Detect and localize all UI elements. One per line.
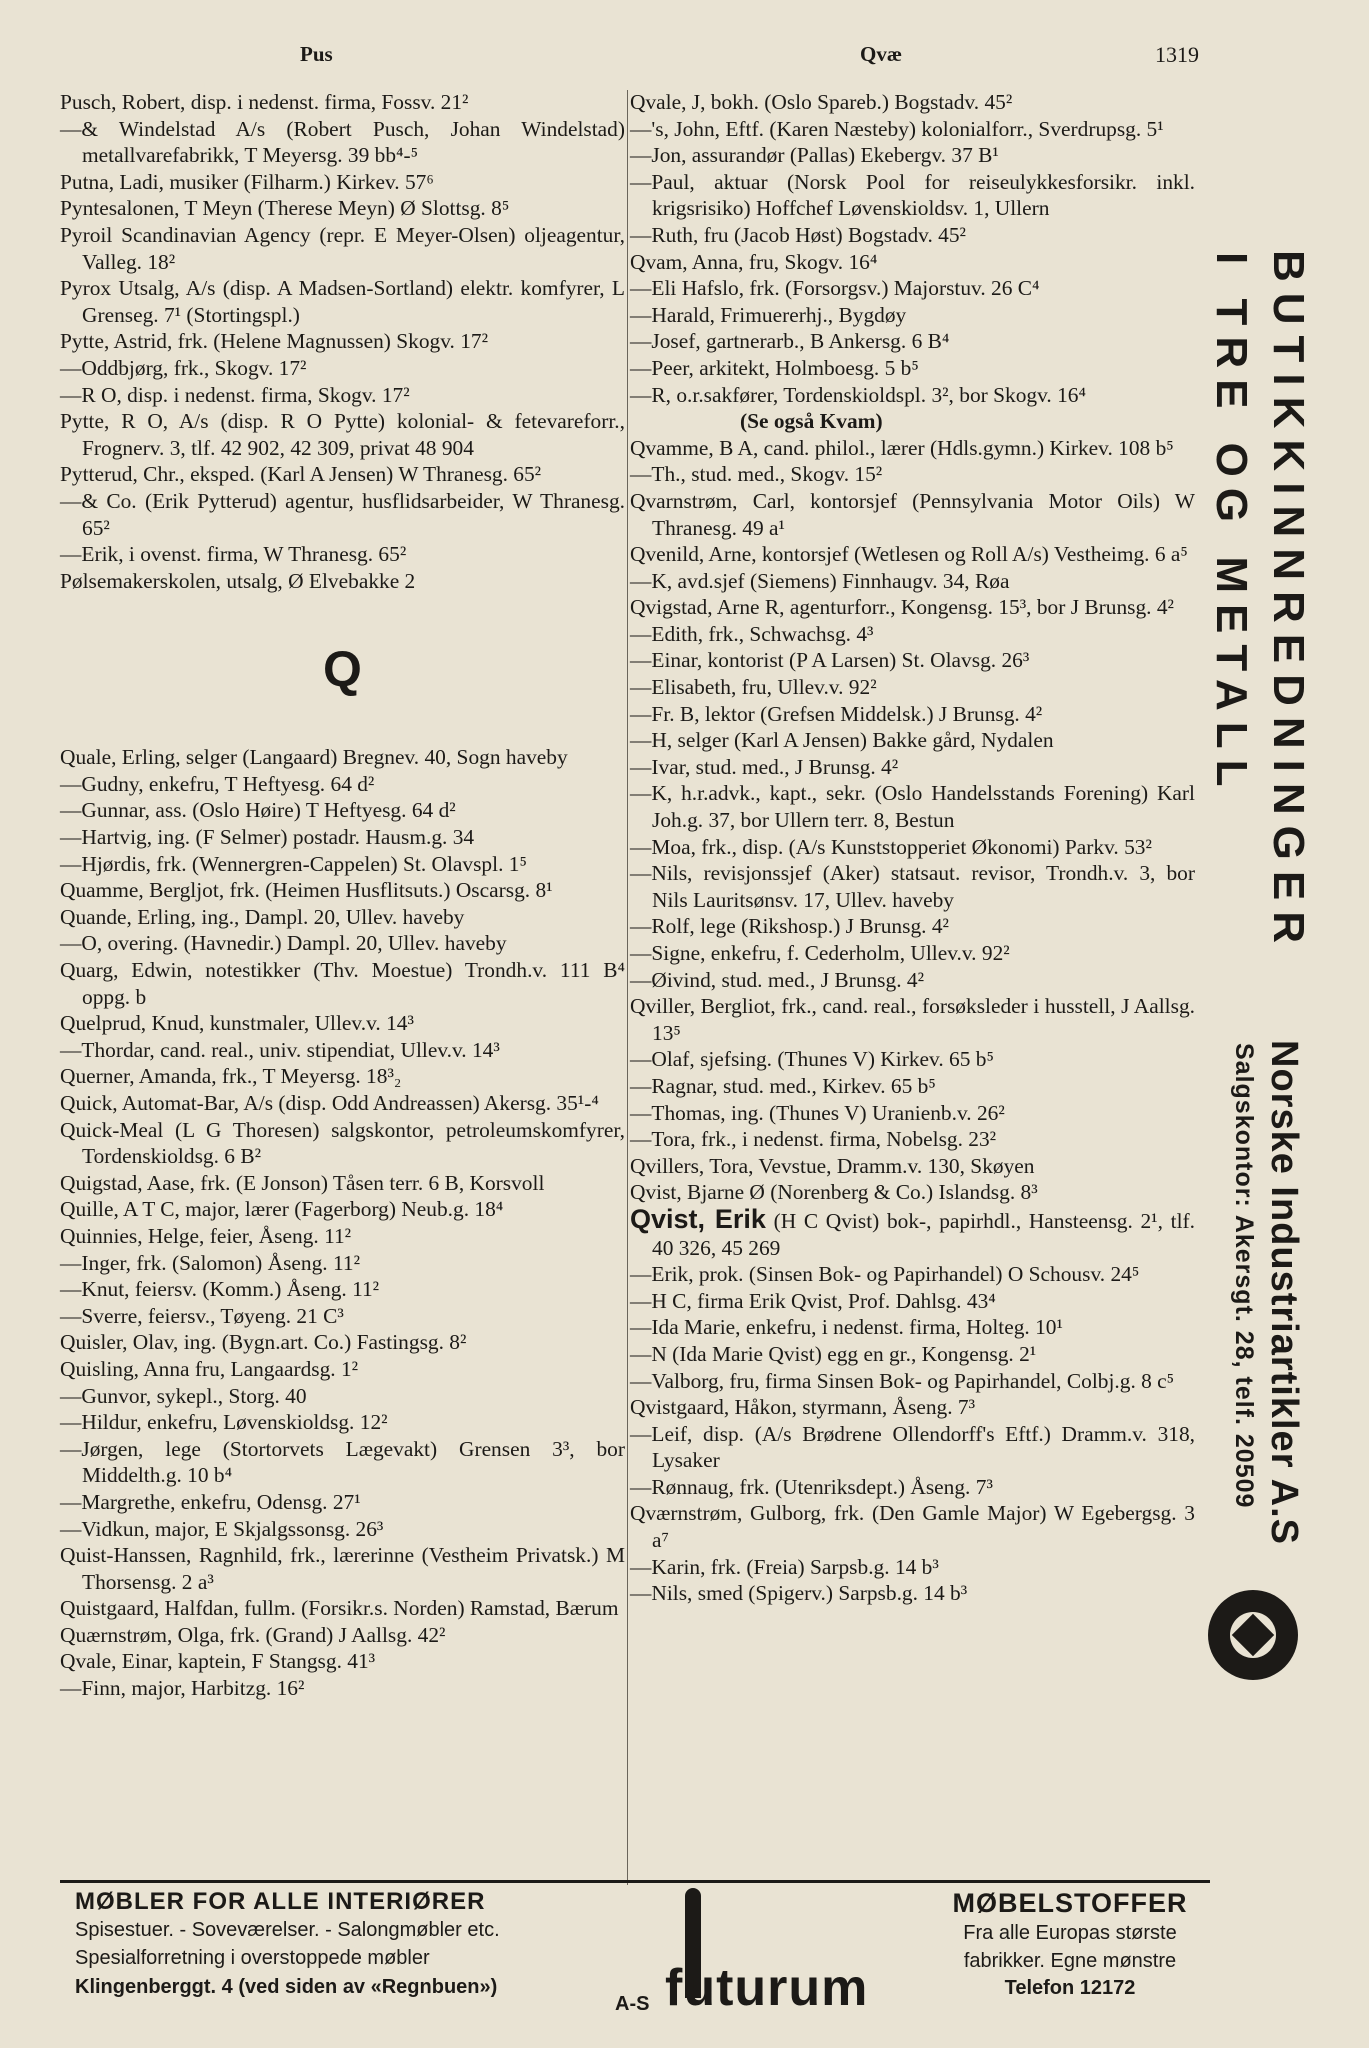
entries-q <box>60 744 625 1701</box>
directory-entry: —Margrethe, enkefru, Odensg. 27¹ <box>60 1489 361 1514</box>
header-left-keyword: Pus <box>300 42 333 66</box>
directory-entry: Quigstad, Aase, frk. (E Jonson) Tåsen terr. 6 B, Korsvoll <box>60 1170 545 1195</box>
directory-entry: —R O, disp. i nedenst. firma, Skogv. 17² <box>60 382 410 407</box>
directory-entry: Quisler, Olav, ing. (Bygn.art. Co.) Fastingsg. 8² <box>60 1330 467 1355</box>
page-number: 1319 <box>1155 42 1199 67</box>
bottom-advertisements <box>60 1888 1210 2043</box>
directory-entry: Qvamme, B A, cand. philol., lærer (Hdls.gymn.) Kirkev. 108 b⁵ <box>630 435 1174 460</box>
directory-entry: —Th., stud. med., Skogv. 15² <box>630 462 883 487</box>
directory-entry: —Gunnar, ass. (Oslo Høire) T Heftyesg. 64 d² <box>60 798 456 823</box>
directory-entry: Pyroil Scandinavian Agency (repr. E Meyer-Olsen) oljeagentur, Valleg. 18² <box>60 222 625 274</box>
directory-entry: —Josef, gartnerarb., B Ankersg. 6 B⁴ <box>630 329 950 354</box>
directory-entry: Quistgaard, Halfdan, fullm. (Forsikr.s. Norden) Ramstad, Bærum <box>60 1596 619 1621</box>
company-logo-icon <box>1208 1590 1298 1680</box>
directory-entry: —Ivar, stud. med., J Brunsg. 4² <box>630 754 899 779</box>
column-divider <box>627 90 628 1885</box>
directory-entry: —Sverre, feiersv., Tøyeng. 21 C³ <box>60 1303 344 1328</box>
directory-entry: Quinnies, Helge, feier, Åseng. 11² <box>60 1223 352 1248</box>
futurum-name: futurum <box>665 1959 869 2017</box>
directory-entry: —Elisabeth, fru, Ullev.v. 92² <box>630 675 877 700</box>
directory-entry: —H, selger (Karl A Jensen) Bakke gård, Nydalen <box>630 728 1054 753</box>
directory-entry: —Gudny, enkefru, T Heftyesg. 64 d² <box>60 771 375 796</box>
directory-entry: —Nils, smed (Spigerv.) Sarpsb.g. 14 b³ <box>630 1581 968 1606</box>
directory-entry: Quamme, Bergljot, frk. (Heimen Husflitsuts.) Oscarsg. 8¹ <box>60 878 553 903</box>
directory-entry: —Ida Marie, enkefru, i nedenst. firma, Holteg. 10¹ <box>630 1315 1063 1340</box>
directory-entry: —Karin, frk. (Freia) Sarpsb.g. 14 b³ <box>630 1554 939 1579</box>
furniture-ad-line: Spesialforretning i overstoppede møbler <box>75 1947 430 1969</box>
directory-entry: —Einar, kontorist (P A Larsen) St. Olavsg. 26³ <box>630 648 1030 673</box>
directory-entry: Qvale, J, bokh. (Oslo Spareb.) Bogstadv. 45² <box>630 90 1013 114</box>
directory-entry: Qvale, Einar, kaptein, F Stangsg. 41³ <box>60 1649 376 1674</box>
page-header <box>0 42 1369 82</box>
directory-entry: —Harald, Frimuererhj., Bygdøy <box>630 302 907 327</box>
directory-entry: Pyntesalonen, T Meyn (Therese Meyn) Ø Slottsg. 8⁵ <box>60 196 510 221</box>
directory-entry: —Edith, frk., Schwachsg. 4³ <box>630 621 874 646</box>
directory-entry: Qvam, Anna, fru, Skogv. 16⁴ <box>630 249 878 274</box>
directory-entry: Quelprud, Knud, kunstmaler, Ullev.v. 14³ <box>60 1011 414 1036</box>
directory-entry: Qvigstad, Arne R, agenturforr., Kongensg. 15³, bor J Brunsg. 4² <box>630 595 1174 620</box>
directory-entry: Qværnstrøm, Gulborg, frk. (Den Gamle Major) W Egebergsg. 3 a⁷ <box>630 1501 1195 1553</box>
directory-entry: —Inger, frk. (Salomon) Åseng. 11² <box>60 1250 361 1275</box>
directory-entry: —K, avd.sjef (Siemens) Finnhaugv. 34, Røa <box>630 568 1010 593</box>
directory-entry: —Thordar, cand. real., univ. stipendiat, Ullev.v. 14³ <box>60 1037 500 1062</box>
directory-entry: —Hildur, enkefru, Løvenskioldsg. 12² <box>60 1410 388 1435</box>
furniture-ad <box>75 1888 635 1999</box>
directory-entry: —& Co. (Erik Pytterud) agentur, husflidsarbeider, W Thranesg. 65² <box>60 488 625 540</box>
directory-entry: Pytte, R O, A/s (disp. R O Pytte) kolonial- & fetevareforr., Frognerv. 3, tlf. 42 902, 42 309, privat 48 904 <box>60 409 625 460</box>
entries-qvale-qvam <box>630 89 1195 408</box>
furniture-ad-line: Spisestuer. - Soveværelser. - Salongmøbler etc. <box>75 1919 500 1941</box>
directory-entry: Quist-Hanssen, Ragnhild, frk., lærerinne (Vestheim Privatsk.) M Thorsensg. 2 a³ <box>60 1543 625 1594</box>
fabrics-ad <box>930 1888 1210 2000</box>
futurum-prefix: A-S <box>615 1993 650 2015</box>
directory-entry: Qviller, Bergliot, frk., cand. real., forsøksleder i husstell, J Aallsg. 13⁵ <box>630 994 1195 1045</box>
directory-entry: Qvillers, Tora, Vevstue, Dramm.v. 130, Skøyen <box>630 1153 1035 1178</box>
directory-entry: —Valborg, fru, firma Sinsen Bok- og Papirhandel, Colbj.g. 8 c⁵ <box>630 1368 1175 1393</box>
directory-entry: Quærnstrøm, Olga, frk. (Grand) J Aallsg. 42² <box>60 1622 446 1647</box>
directory-entry: Pølsemakerskolen, utsalg, Ø Elvebakke 2 <box>60 568 416 593</box>
directory-entry: —Rolf, lege (Rikshosp.) J Brunsg. 4² <box>630 914 949 939</box>
directory-entry: —Jon, assurandør (Pallas) Ekebergv. 37 B¹ <box>630 143 999 168</box>
directory-entry: Pytterud, Chr., eksped. (Karl A Jensen) W Thranesg. 65² <box>60 462 542 487</box>
directory-entry: Pyrox Utsalg, A/s (disp. A Madsen-Sortland) elektr. komfyrer, L Grenseg. 7¹ (Stortingspl.) <box>60 276 625 327</box>
ad-sales-office: Salgskontor: Akersgt. 28, telf. 20509 <box>1230 1043 1258 1509</box>
directory-entry: —Oddbjørg, frk., Skogv. 17² <box>60 355 307 380</box>
directory-entry: —'s, John, Eftf. (Karen Næsteby) kolonialforr., Sverdrupsg. 5¹ <box>630 116 1164 141</box>
directory-entry: Qvarnstrøm, Carl, kontorsjef (Pennsylvania Motor Oils) W Thranesg. 49 a¹ <box>630 488 1195 540</box>
directory-entry: —Peer, arkitekt, Holmboesg. 5 b⁵ <box>630 355 919 380</box>
directory-entry: —K, h.r.advk., kapt., sekr. (Oslo Handelsstands Forening) Karl Joh.g. 37, bor Ullern terr. 8, Bestun <box>630 781 1195 833</box>
header-right-keyword: Qvæ <box>860 42 902 66</box>
ad-company-name: Norske Industriartikler A.S <box>1263 1040 1305 1545</box>
directory-entry: Querner, Amanda, frk., T Meyersg. 18³₂ <box>60 1064 402 1089</box>
ad-divider <box>60 1880 1210 1883</box>
directory-entry: —Thomas, ing. (Thunes V) Uranienb.v. 26² <box>630 1100 1005 1125</box>
ad-headline-1: BUTIKKINNREDNINGER <box>1264 250 1313 954</box>
directory-entry: —Gunvor, sykepl., Storg. 40 <box>60 1383 307 1408</box>
fabrics-ad-line: fabrikker. Egne mønstre <box>963 1950 1177 1972</box>
see-also-note: (Se også Kvam) <box>740 409 883 434</box>
furniture-ad-address: Klingenberggt. 4 (ved siden av «Regnbuen») <box>75 1976 498 1998</box>
directory-entry-qvist-erik <box>630 1203 1195 1261</box>
directory-entry: —Eli Hafslo, frk. (Forsorgsv.) Majorstuv. 26 C⁴ <box>630 276 1040 301</box>
directory-entry: —& Windelstad A/s (Robert Pusch, Johan Windelstad) metallvarefabrikk, T Meyersg. 39 bb⁴-⁵ <box>60 116 625 168</box>
directory-entry: —Øivind, stud. med., J Brunsg. 4² <box>630 967 925 992</box>
directory-entry: —Erik, i ovenst. firma, W Thranesg. 65² <box>60 542 407 567</box>
directory-entry: —Signe, enkefru, f. Cederholm, Ullev.v. 92² <box>630 941 1010 965</box>
directory-entry: —O, overing. (Havnedir.) Dampl. 20, Ullev. haveby <box>60 931 507 956</box>
directory-entry: —Ragnar, stud. med., Kirkev. 65 b⁵ <box>630 1073 936 1098</box>
directory-entry: —N (Ida Marie Qvist) egg en gr., Kongensg. 2¹ <box>630 1341 1037 1366</box>
directory-entry: —Olaf, sjefsing. (Thunes V) Kirkev. 65 b⁵ <box>630 1047 994 1072</box>
fabrics-ad-line: Fra alle Europas største <box>963 1922 1177 1944</box>
directory-entry: Qvenild, Arne, kontorsjef (Wetlesen og Roll A/s) Vestheimg. 6 a⁵ <box>630 542 1188 567</box>
entries-p <box>60 89 625 594</box>
directory-entry: —Jørgen, lege (Stortorvets Lægevakt) Grensen 3³, bor Middelth.g. 10 b⁴ <box>60 1436 625 1488</box>
directory-entry: —R, o.r.sakfører, Tordenskioldspl. 3², bor Skogv. 16⁴ <box>630 382 1086 407</box>
directory-entry: Quale, Erling, selger (Langaard) Bregnev. 40, Sogn haveby <box>60 745 568 770</box>
left-column <box>60 89 625 1884</box>
directory-entry: —Leif, disp. (A/s Brødrene Ollendorff's Eftf.) Dramm.v. 318, Lysaker <box>630 1421 1195 1473</box>
directory-entry: Qvistgaard, Håkon, styrmann, Åseng. 7³ <box>630 1395 976 1420</box>
directory-entry: Quille, A T C, major, lærer (Fagerborg) Neub.g. 18⁴ <box>60 1197 504 1222</box>
vertical-advertisement <box>1200 200 1369 1800</box>
directory-entry: —Hjørdis, frk. (Wennergren-Cappelen) St. Olavspl. 1⁵ <box>60 851 527 876</box>
directory-entry: Pytte, Astrid, frk. (Helene Magnussen) Skogv. 17² <box>60 329 489 354</box>
directory-entry: —H C, firma Erik Qvist, Prof. Dahlsg. 43⁴ <box>630 1288 996 1313</box>
directory-entry: —Vidkun, major, E Skjalgssonsg. 26³ <box>60 1516 384 1541</box>
directory-entry: —Ruth, fru (Jacob Høst) Bogstadv. 45² <box>630 222 966 247</box>
futurum-logo <box>615 1888 955 2038</box>
right-column <box>630 89 1195 1884</box>
directory-entry: Qvist, Bjarne Ø (Norenberg & Co.) Islandsg. 8³ <box>630 1180 1038 1205</box>
directory-entry: —Moa, frk., disp. (A/s Kunststopperiet Økonomi) Parkv. 53² <box>630 834 1152 859</box>
directory-entry: —Paul, aktuar (Norsk Pool for reiseulykkesforsikr. inkl. krigsrisiko) Hoffchef Løvenskioldsv. 1, Ullern <box>630 169 1195 221</box>
entries-qvist-qvaernstrom <box>630 1261 1195 1607</box>
directory-entry: —Nils, revisjonssjef (Aker) statsaut. revisor, Trondh.v. 3, bor Nils Lauritsønsv. 17, Ullev. haveby <box>630 861 1195 912</box>
directory-entry: Quande, Erling, ing., Dampl. 20, Ullev. haveby <box>60 904 465 929</box>
directory-entry: —Rønnaug, frk. (Utenriksdept.) Åseng. 7³ <box>630 1474 993 1499</box>
entry-text: (H C Qvist) bok-, papirhdl., Hansteensg. 2¹, tlf. 40 326, 45 269 <box>652 1208 1195 1260</box>
directory-entry: —Hartvig, ing. (F Selmer) postadr. Hausm.g. 34 <box>60 825 475 850</box>
ad-headline-2: I TRE OG METALL <box>1207 252 1256 798</box>
directory-entry: Quick, Automat-Bar, A/s (disp. Odd Andreassen) Akersg. 35¹-⁴ <box>60 1091 599 1115</box>
directory-entry: Quarg, Edwin, notestikker (Thv. Moestue) Trondh.v. 111 B⁴ oppg. b <box>60 958 625 1009</box>
furniture-ad-title: MØBLER FOR ALLE INTERIØRER <box>75 1888 486 1915</box>
directory-entry: —Finn, major, Harbitzg. 16² <box>60 1676 305 1701</box>
directory-entry: —Knut, feiersv. (Komm.) Åseng. 11² <box>60 1277 380 1302</box>
fabrics-ad-phone: Telefon 12172 <box>1004 1977 1136 1999</box>
directory-entry: —Fr. B, lektor (Grefsen Middelsk.) J Brunsg. 4² <box>630 701 1043 726</box>
directory-entry: Quisling, Anna fru, Langaardsg. 1² <box>60 1356 359 1381</box>
directory-entry: —Erik, prok. (Sinsen Bok- og Papirhandel) O Schousv. 24⁵ <box>630 1262 1140 1287</box>
directory-entry: Putna, Ladi, musiker (Filharm.) Kirkev. 57⁶ <box>60 169 434 194</box>
highlighted-name: Qvist, Erik <box>630 1203 766 1234</box>
entries-qvamme-qvist <box>630 435 1195 1206</box>
directory-entry: Pusch, Robert, disp. i nedenst. firma, Fossv. 21² <box>60 90 469 114</box>
section-letter: Q <box>323 641 362 698</box>
directory-entry: Quick-Meal (L G Thoresen) salgskontor, petroleumskomfyrer, Tordenskioldsg. 6 B² <box>60 1117 625 1169</box>
fabrics-ad-title: MØBELSTOFFER <box>952 1888 1188 1918</box>
directory-entry: —Tora, frk., i nedenst. firma, Nobelsg. 23² <box>630 1127 997 1152</box>
